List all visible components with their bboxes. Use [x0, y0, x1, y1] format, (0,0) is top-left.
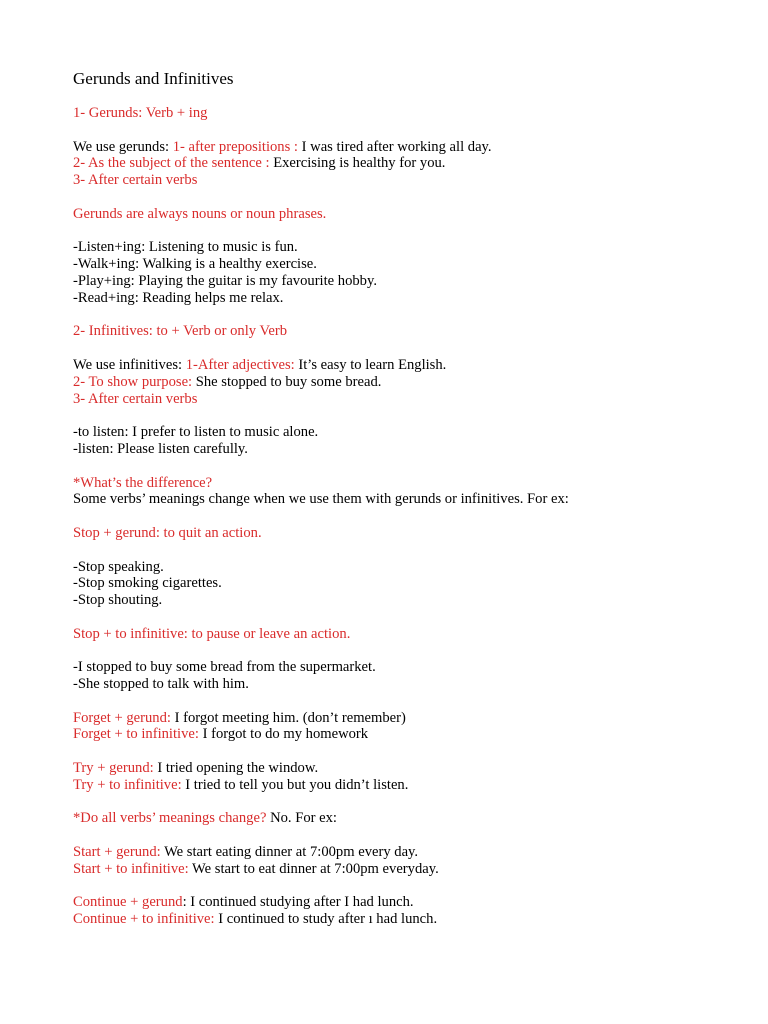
- continue-infinitive-text: I continued to study after ı had lunch.: [218, 911, 438, 928]
- infinitive-example: -to listen: I prefer to listen to music alone.: [73, 424, 319, 441]
- gerunds-use-point-2: 2- As the subject of the sentence :: [73, 155, 274, 172]
- infinitive-example: -listen: Please listen carefully.: [73, 440, 248, 457]
- infinitives-use-example-1: It’s easy to learn English.: [298, 356, 447, 373]
- infinitives-use-line-2: [73, 374, 733, 391]
- infinitives-use-line-1: [73, 357, 733, 374]
- infinitives-use-example-2: She stopped to buy some bread.: [195, 373, 382, 390]
- try-infinitive-text: I tried to tell you but you didn’t listen.: [185, 776, 409, 793]
- try-gerund-label: Try + gerund:: [73, 760, 158, 777]
- start-gerund-label: Start + gerund:: [73, 844, 165, 861]
- page-title: Gerunds and Infinitives: [73, 69, 234, 88]
- try-infinitive-label: Try + to infinitive:: [73, 776, 186, 793]
- stop-gerund-heading: Stop + gerund: to quit an action.: [73, 524, 262, 541]
- stop-gerund-example: -Stop shouting.: [73, 592, 163, 609]
- start-gerund-line: [73, 844, 733, 861]
- gerunds-use-point-1: 1- after prepositions :: [172, 138, 302, 155]
- forget-infinitive-label: Forget + to infinitive:: [73, 726, 203, 743]
- continue-infinitive-label: Continue + to infinitive:: [73, 911, 219, 928]
- continue-infinitive-line: [73, 911, 733, 928]
- start-infinitive-line: [73, 861, 733, 878]
- start-gerund-text: We start eating dinner at 7:00pm every day.: [164, 844, 419, 861]
- difference-text: Some verbs’ meanings change when we use them with gerunds or infinitives. For ex:: [73, 491, 569, 508]
- infinitives-use-point-2: 2- To show purpose:: [73, 373, 196, 390]
- infinitives-use-point-3: 3- After certain verbs: [73, 390, 198, 407]
- all-change-line: [73, 810, 733, 827]
- continue-gerund-line: [73, 894, 733, 911]
- try-infinitive-line: [73, 777, 733, 794]
- gerunds-use-line-2: [73, 155, 733, 172]
- gerunds-use-example-2: Exercising is healthy for you.: [273, 155, 446, 172]
- stop-gerund-example: -Stop speaking.: [73, 558, 164, 575]
- infinitives-heading: 2- Infinitives: to + Verb or only Verb: [73, 323, 288, 340]
- forget-gerund-line: [73, 710, 733, 727]
- infinitives-use-point-1: 1-After adjectives:: [185, 356, 299, 373]
- stop-infinitive-example: -She stopped to talk with him.: [73, 676, 249, 693]
- start-infinitive-label: Start + to infinitive:: [73, 860, 193, 877]
- gerunds-heading: 1- Gerunds: Verb + ing: [73, 105, 208, 121]
- forget-infinitive-line: [73, 726, 733, 743]
- forget-gerund-label: Forget + gerund:: [73, 709, 175, 726]
- all-change-text: No. For ex:: [270, 810, 337, 827]
- difference-heading: *What’s the difference?: [73, 474, 213, 491]
- infinitives-use-intro: We use infinitives:: [73, 356, 186, 373]
- forget-gerund-text: I forgot meeting him. (don’t remember): [174, 709, 406, 726]
- gerund-example: -Play+ing: Playing the guitar is my favourite hobby.: [73, 272, 377, 289]
- stop-infinitive-heading: Stop + to infinitive: to pause or leave an action.: [73, 625, 351, 642]
- gerunds-use-example-1: I was tired after working all day.: [301, 138, 492, 155]
- continue-gerund-text: : I continued studying after I had lunch.: [182, 894, 414, 911]
- all-change-label: *Do all verbs’ meanings change?: [73, 810, 271, 827]
- try-gerund-text: I tried opening the window.: [157, 760, 319, 777]
- try-gerund-line: [73, 760, 733, 777]
- stop-infinitive-example: -I stopped to buy some bread from the supermarket.: [73, 659, 376, 676]
- stop-gerund-example: -Stop smoking cigarettes.: [73, 575, 222, 592]
- continue-gerund-label: Continue + gerund: [73, 894, 183, 911]
- gerunds-use-point-3: 3- After certain verbs: [73, 172, 198, 189]
- start-infinitive-text: We start to eat dinner at 7:00pm everyday.: [192, 860, 439, 877]
- gerunds-use-line-1: [73, 139, 733, 156]
- gerund-example: -Listen+ing: Listening to music is fun.: [73, 239, 298, 256]
- gerund-example: -Read+ing: Reading helps me relax.: [73, 289, 284, 306]
- gerunds-note: Gerunds are always nouns or noun phrases.: [73, 205, 327, 222]
- gerunds-use-intro: We use gerunds:: [73, 138, 173, 155]
- forget-infinitive-text: I forgot to do my homework: [202, 726, 369, 743]
- gerund-example: -Walk+ing: Walking is a healthy exercise.: [73, 256, 317, 273]
- document-body: [73, 68, 733, 928]
